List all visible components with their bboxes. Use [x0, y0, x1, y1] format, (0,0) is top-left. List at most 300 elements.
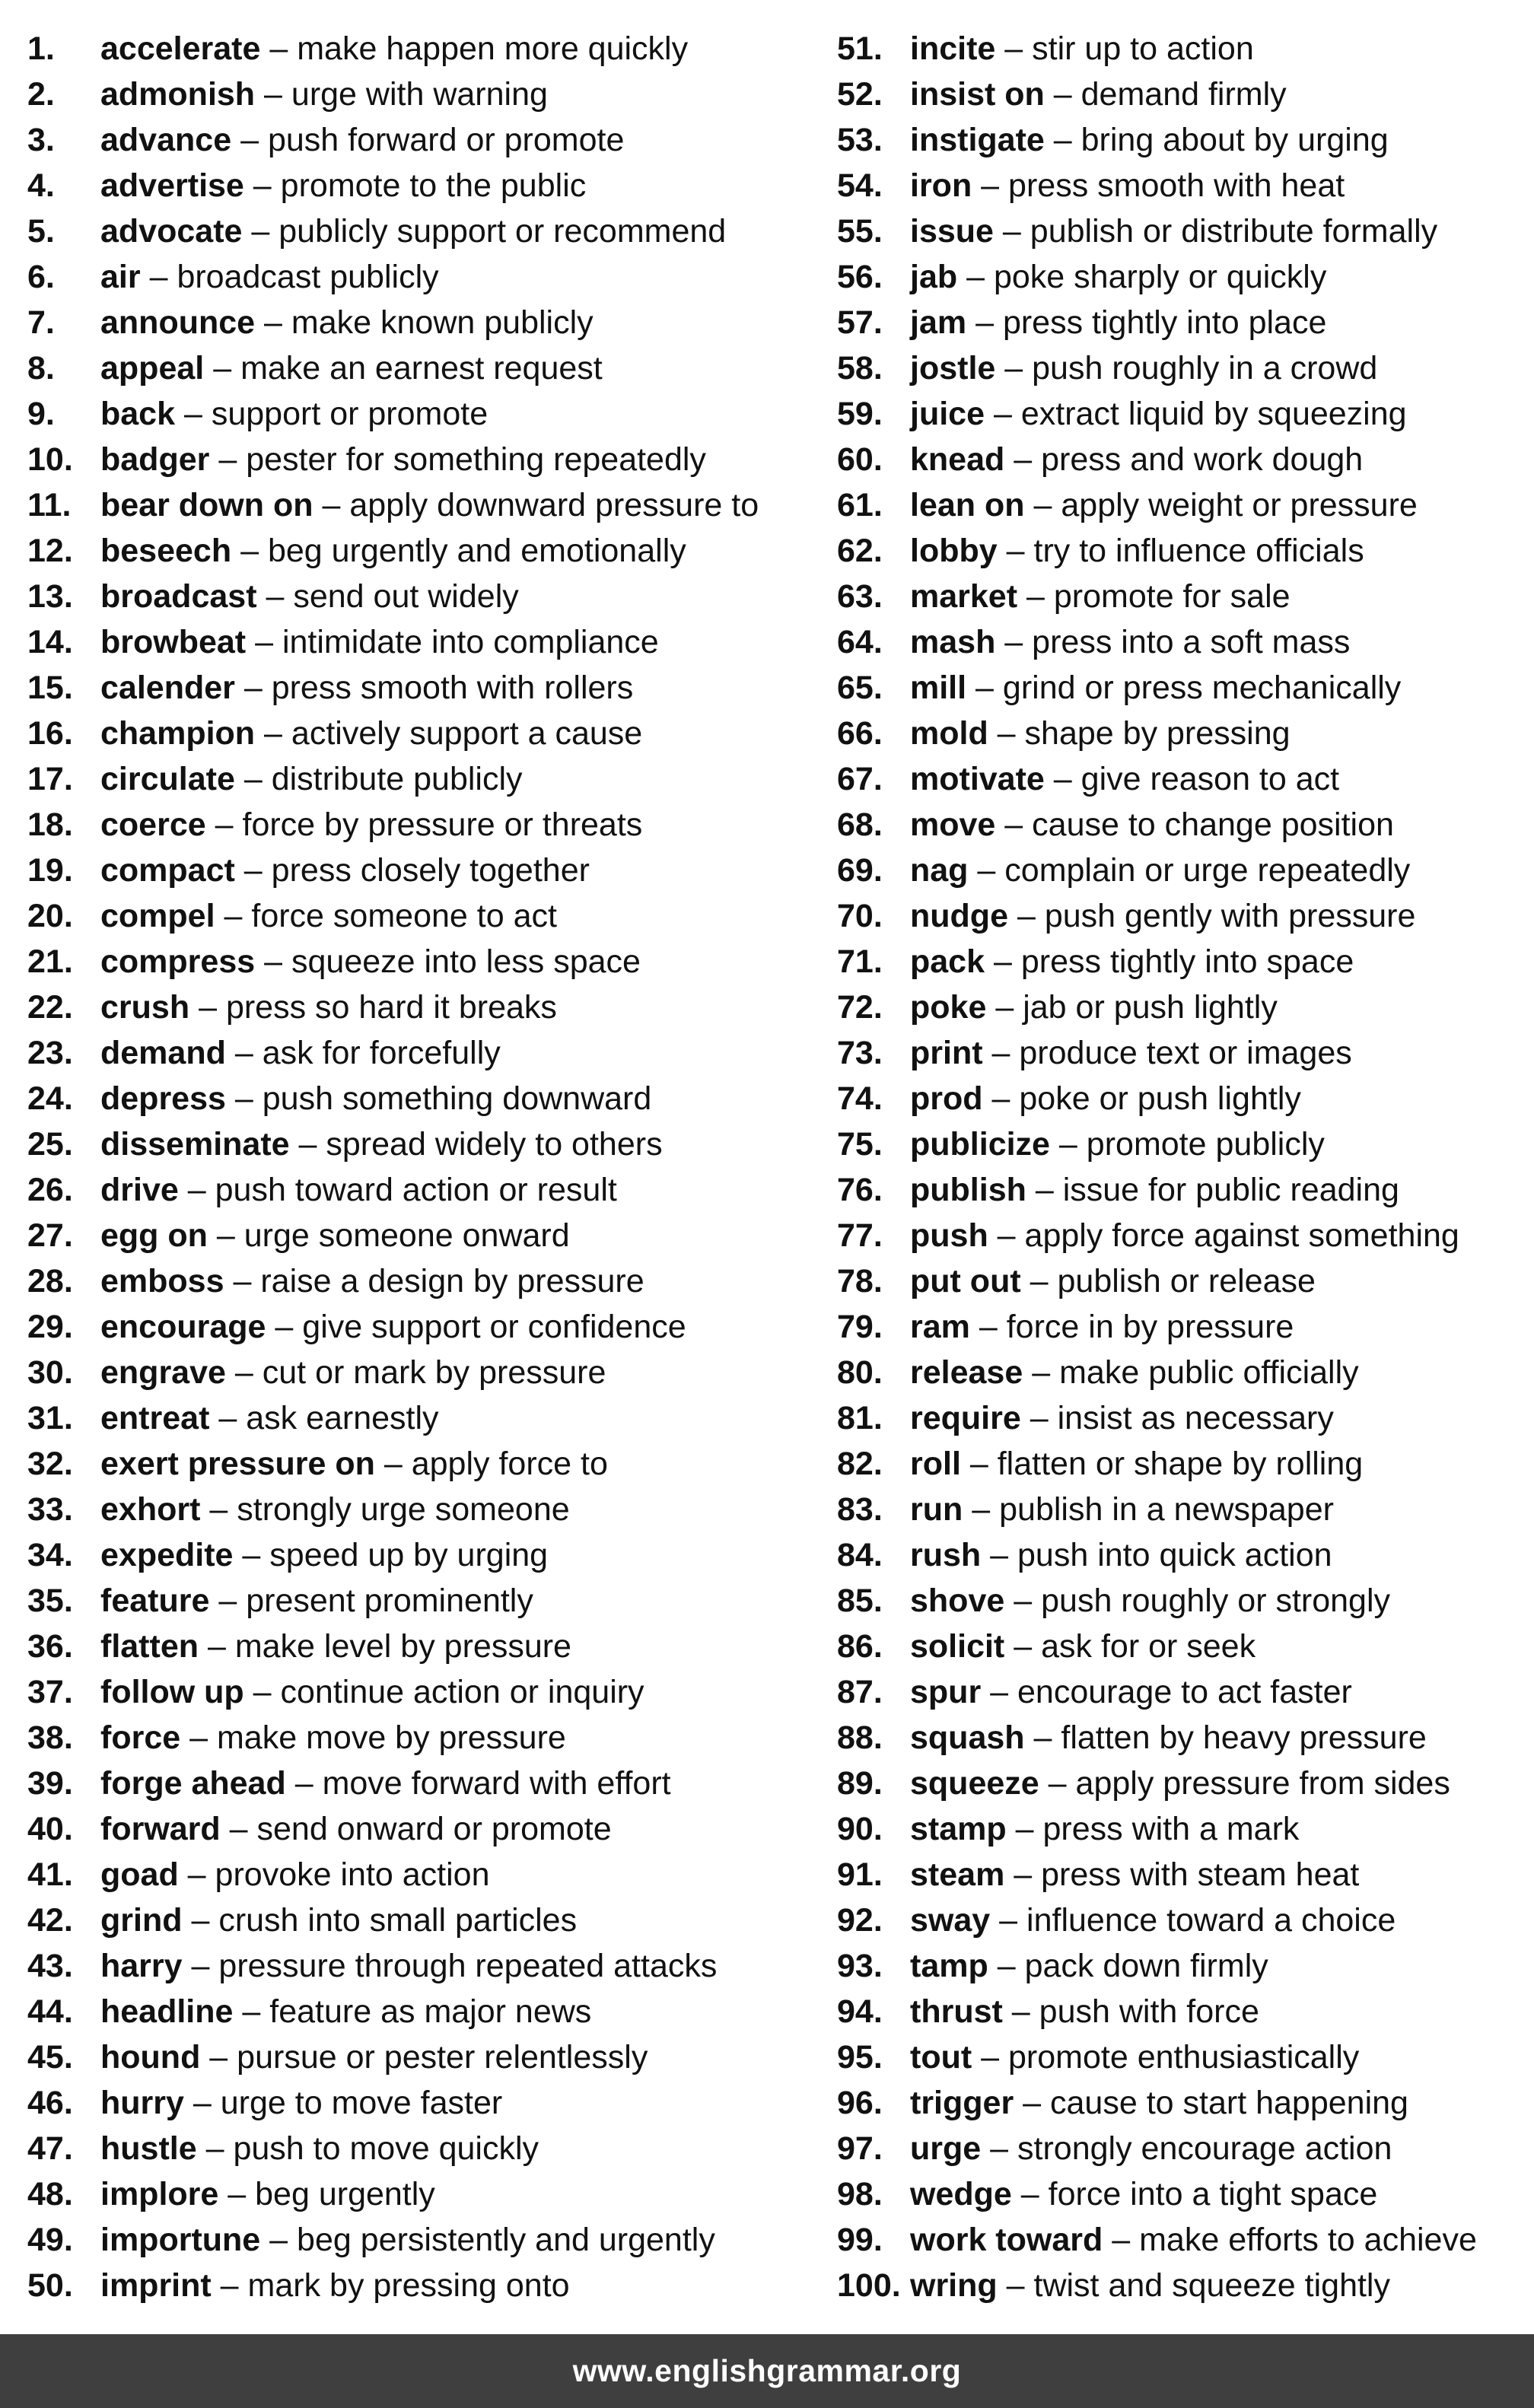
item-definition: beg persistently and urgently: [297, 2222, 715, 2258]
item-dash: –: [209, 2039, 228, 2076]
item-dash: –: [1053, 122, 1072, 158]
item-number: 16.: [27, 715, 73, 752]
item-word: air: [100, 259, 141, 295]
item-number: 6.: [27, 259, 55, 295]
item-word: advance: [100, 122, 232, 158]
item-word: mash: [910, 624, 996, 660]
footer-bar: [0, 2334, 1534, 2408]
item-number: 44.: [27, 1993, 73, 2030]
list-item: [27, 208, 811, 254]
item-definition: bring about by urging: [1080, 122, 1389, 158]
list-item: [837, 72, 1522, 117]
item-word: follow up: [100, 1674, 244, 1710]
list-item: [837, 1532, 1522, 1578]
list-item: [27, 619, 811, 665]
list-item: [837, 26, 1522, 72]
item-definition: send onward or promote: [256, 1811, 612, 1847]
item-definition: strongly encourage action: [1017, 2130, 1392, 2167]
item-dash: –: [966, 259, 985, 295]
item-number: 26.: [27, 1172, 73, 1208]
item-definition: apply force against something: [1024, 1217, 1459, 1254]
item-definition: press into a soft mass: [1032, 624, 1351, 660]
item-definition: poke or push lightly: [1019, 1080, 1301, 1117]
item-number: 19.: [27, 852, 73, 889]
item-number: 37.: [27, 1674, 73, 1710]
item-dash: –: [972, 1491, 991, 1528]
list-item: [837, 1715, 1522, 1761]
list-item: [837, 528, 1522, 574]
item-definition: squeeze into less space: [291, 943, 641, 980]
item-number: 1.: [27, 30, 55, 67]
item-dash: –: [997, 1948, 1016, 1984]
item-number: 62.: [837, 533, 883, 569]
item-dash: –: [224, 898, 243, 934]
list-item: [27, 2217, 811, 2263]
item-number: 41.: [27, 1856, 73, 1893]
list-item: [27, 1030, 811, 1076]
item-dash: –: [1014, 1583, 1033, 1619]
item-number: 56.: [837, 259, 883, 295]
item-dash: –: [991, 1080, 1010, 1117]
item-definition: apply force to: [411, 1446, 608, 1482]
item-word: accelerate: [100, 30, 261, 67]
item-word: emboss: [100, 1263, 224, 1299]
item-word: badger: [100, 441, 210, 478]
item-word: bear down on: [100, 487, 313, 523]
item-number: 49.: [27, 2222, 73, 2258]
item-word: broadcast: [100, 578, 257, 615]
item-dash: –: [1058, 1126, 1077, 1163]
list-item: [837, 1578, 1522, 1624]
item-definition: force someone to act: [251, 898, 557, 934]
item-dash: –: [1002, 213, 1021, 250]
item-word: flatten: [100, 1628, 199, 1665]
item-dash: –: [993, 396, 1012, 432]
item-number: 63.: [837, 578, 883, 615]
list-item: [837, 117, 1522, 163]
list-item: [27, 528, 811, 574]
item-number: 29.: [27, 1309, 73, 1345]
item-word: require: [910, 1400, 1021, 1436]
item-number: 45.: [27, 2039, 73, 2076]
item-definition: push forward or promote: [267, 122, 625, 158]
item-definition: influence toward a choice: [1026, 1902, 1396, 1939]
item-number: 14.: [27, 624, 73, 660]
item-number: 82.: [837, 1446, 883, 1482]
list-item: [837, 665, 1522, 711]
item-number: 10.: [27, 441, 73, 478]
item-word: stamp: [910, 1811, 1007, 1847]
item-dash: –: [199, 989, 217, 1026]
list-item: [27, 1852, 811, 1897]
list-item: [837, 1487, 1522, 1532]
item-number: 36.: [27, 1628, 73, 1665]
list-item: [27, 1532, 811, 1578]
item-dash: –: [234, 1080, 253, 1117]
item-definition: force by pressure or threats: [242, 806, 643, 843]
list-item: [837, 939, 1522, 985]
item-number: 81.: [837, 1400, 883, 1436]
item-dash: –: [240, 122, 259, 158]
list-item: [837, 300, 1522, 345]
list-item: [837, 2080, 1522, 2126]
item-number: 33.: [27, 1491, 73, 1528]
list-item: [837, 2034, 1522, 2080]
item-definition: push toward action or result: [215, 1172, 617, 1208]
item-word: entreat: [100, 1400, 210, 1436]
item-dash: –: [294, 1765, 313, 1802]
item-dash: –: [240, 533, 259, 569]
item-dash: –: [1004, 806, 1023, 843]
item-definition: make an earnest request: [240, 350, 603, 386]
item-number: 48.: [27, 2176, 73, 2212]
item-definition: press tightly into space: [1020, 943, 1354, 980]
item-number: 100.: [837, 2267, 901, 2304]
item-number: 90.: [837, 1811, 883, 1847]
item-word: jab: [910, 259, 958, 295]
item-number: 84.: [837, 1537, 883, 1573]
item-number: 24.: [27, 1080, 73, 1117]
list-item: [837, 619, 1522, 665]
list-item: [837, 1121, 1522, 1167]
list-item: [837, 848, 1522, 893]
item-number: 42.: [27, 1902, 73, 1939]
item-word: exert pressure on: [100, 1446, 375, 1482]
item-word: urge: [910, 2130, 982, 2167]
item-definition: cause to start happening: [1050, 2085, 1408, 2121]
item-definition: strongly urge someone: [237, 1491, 570, 1528]
item-definition: beg urgently and emotionally: [267, 533, 686, 569]
item-definition: spread widely to others: [326, 1126, 663, 1163]
item-dash: –: [1048, 1765, 1067, 1802]
item-definition: grind or press mechanically: [1002, 670, 1402, 706]
item-definition: ask for forcefully: [262, 1035, 501, 1071]
list-item: [27, 1806, 811, 1852]
item-word: browbeat: [100, 624, 247, 660]
item-dash: –: [1030, 1400, 1049, 1436]
item-definition: pester for something repeatedly: [246, 441, 706, 478]
item-word: disseminate: [100, 1126, 290, 1163]
item-number: 71.: [837, 943, 883, 980]
item-word: hound: [100, 2039, 201, 2076]
item-definition: push with force: [1039, 1993, 1259, 2030]
list-item: [837, 1989, 1522, 2034]
item-definition: push into quick action: [1017, 1537, 1332, 1573]
item-dash: –: [216, 1217, 235, 1254]
item-word: push: [910, 1217, 988, 1254]
item-word: run: [910, 1491, 963, 1528]
list-item: [837, 1806, 1522, 1852]
item-dash: –: [1023, 2085, 1042, 2121]
item-dash: –: [264, 304, 282, 341]
item-dash: –: [384, 1446, 403, 1482]
item-number: 40.: [27, 1811, 73, 1847]
item-dash: –: [977, 852, 996, 889]
list-item: [837, 208, 1522, 254]
item-definition: continue action or inquiry: [280, 1674, 644, 1710]
item-definition: make efforts to achieve: [1139, 2222, 1477, 2258]
item-dash: –: [322, 487, 341, 523]
item-definition: mark by pressing onto: [247, 2267, 570, 2304]
item-word: crush: [100, 989, 190, 1026]
item-dash: –: [990, 2130, 1009, 2167]
list-item: [27, 1441, 811, 1487]
footer-url[interactable]: www.englishgrammar.org: [572, 2353, 962, 2388]
item-definition: beg urgently: [255, 2176, 435, 2212]
item-dash: –: [193, 2085, 212, 2121]
list-item: [27, 482, 811, 528]
item-definition: flatten or shape by rolling: [997, 1446, 1364, 1482]
item-word: mill: [910, 670, 967, 706]
item-definition: promote for sale: [1053, 578, 1291, 615]
item-word: demand: [100, 1035, 226, 1071]
item-word: knead: [910, 441, 1005, 478]
list-item: [837, 1852, 1522, 1897]
item-number: 72.: [837, 989, 883, 1026]
item-dash: –: [218, 1583, 237, 1619]
list-item: [27, 848, 811, 893]
item-dash: –: [1017, 898, 1036, 934]
item-word: harry: [100, 1948, 183, 1984]
item-number: 20.: [27, 898, 73, 934]
item-dash: –: [187, 1856, 206, 1893]
item-word: ram: [910, 1309, 970, 1345]
list-item: [27, 1304, 811, 1350]
item-dash: –: [264, 715, 282, 752]
list-item: [837, 985, 1522, 1030]
item-definition: encourage to act faster: [1017, 1674, 1352, 1710]
item-number: 15.: [27, 670, 73, 706]
item-number: 12.: [27, 533, 73, 569]
item-dash: –: [1014, 1856, 1033, 1893]
item-word: compact: [100, 852, 235, 889]
item-definition: urge someone onward: [243, 1217, 570, 1254]
item-dash: –: [255, 624, 274, 660]
item-definition: issue for public reading: [1062, 1172, 1399, 1208]
item-definition: distribute publicly: [271, 761, 523, 797]
item-number: 13.: [27, 578, 73, 615]
item-word: announce: [100, 304, 256, 341]
item-definition: press closely together: [271, 852, 590, 889]
item-definition: push to move quickly: [233, 2130, 539, 2167]
item-dash: –: [1006, 533, 1025, 569]
list-item: [27, 2034, 811, 2080]
list-item: [27, 1395, 811, 1441]
list-item: [27, 117, 811, 163]
list-item: [27, 163, 811, 208]
item-dash: –: [1030, 1263, 1049, 1299]
item-number: 78.: [837, 1263, 883, 1299]
item-number: 9.: [27, 396, 55, 432]
item-dash: –: [999, 1902, 1018, 1939]
list-item: [837, 893, 1522, 939]
list-item: [837, 1943, 1522, 1989]
item-definition: produce text or images: [1019, 1035, 1352, 1071]
list-item: [837, 1076, 1522, 1121]
item-number: 27.: [27, 1217, 73, 1254]
list-item: [837, 1167, 1522, 1213]
item-definition: apply pressure from sides: [1075, 1765, 1450, 1802]
item-definition: poke sharply or quickly: [993, 259, 1327, 295]
item-dash: –: [1053, 76, 1072, 113]
item-number: 3.: [27, 122, 55, 158]
item-dash: –: [1011, 1993, 1030, 2030]
item-number: 51.: [837, 30, 883, 67]
list-item: [27, 893, 811, 939]
item-number: 31.: [27, 1400, 73, 1436]
item-word: exhort: [100, 1491, 201, 1528]
item-definition: publish or release: [1057, 1263, 1316, 1299]
item-dash: –: [991, 1035, 1010, 1071]
item-word: force: [100, 1719, 181, 1756]
item-number: 59.: [837, 396, 883, 432]
item-dash: –: [234, 1035, 253, 1071]
item-definition: make happen more quickly: [297, 30, 689, 67]
list-item: [27, 1213, 811, 1258]
item-word: hurry: [100, 2085, 184, 2121]
item-word: publish: [910, 1172, 1026, 1208]
item-dash: –: [990, 1537, 1009, 1573]
item-word: print: [910, 1035, 983, 1071]
item-definition: make public officially: [1059, 1354, 1359, 1391]
item-dash: –: [1026, 578, 1045, 615]
item-number: 92.: [837, 1902, 883, 1939]
item-dash: –: [975, 670, 994, 706]
item-word: encourage: [100, 1309, 266, 1345]
item-number: 50.: [27, 2267, 73, 2304]
item-word: prod: [910, 1080, 983, 1117]
item-dash: –: [213, 350, 232, 386]
list-item: [837, 711, 1522, 756]
list-item: [837, 391, 1522, 437]
item-word: issue: [910, 213, 994, 250]
item-definition: give reason to act: [1080, 761, 1340, 797]
item-dash: –: [990, 1674, 1009, 1710]
item-dash: –: [969, 1446, 988, 1482]
item-dash: –: [1053, 761, 1072, 797]
list-item: [837, 345, 1522, 391]
item-word: juice: [910, 396, 985, 432]
list-item: [27, 1761, 811, 1806]
item-definition: press smooth with heat: [1008, 167, 1345, 204]
list-item: [27, 1669, 811, 1715]
item-number: 43.: [27, 1948, 73, 1984]
item-dash: –: [205, 2130, 224, 2167]
item-definition: press with steam heat: [1041, 1856, 1360, 1893]
list-item: [837, 163, 1522, 208]
item-definition: twist and squeeze tightly: [1033, 2267, 1390, 2304]
item-definition: ask for or seek: [1041, 1628, 1256, 1665]
list-item: [837, 1350, 1522, 1395]
item-word: goad: [100, 1856, 179, 1893]
item-definition: try to influence officials: [1033, 533, 1364, 569]
item-word: expedite: [100, 1537, 234, 1573]
item-number: 30.: [27, 1354, 73, 1391]
item-number: 66.: [837, 715, 883, 752]
item-word: work toward: [910, 2222, 1103, 2258]
item-word: pack: [910, 943, 985, 980]
item-dash: –: [1014, 441, 1033, 478]
item-definition: publish or distribute formally: [1030, 213, 1438, 250]
item-number: 85.: [837, 1583, 883, 1619]
list-item: [837, 1761, 1522, 1806]
item-number: 4.: [27, 167, 55, 204]
item-dash: –: [191, 1902, 210, 1939]
item-number: 68.: [837, 806, 883, 843]
item-number: 99.: [837, 2222, 883, 2258]
list-item: [27, 1715, 811, 1761]
list-item: [27, 437, 811, 482]
list-item: [27, 1350, 811, 1395]
item-word: forward: [100, 1811, 221, 1847]
item-word: release: [910, 1354, 1023, 1391]
list-item: [27, 1943, 811, 1989]
list-item: [837, 1897, 1522, 1943]
word-list-left-column: [27, 26, 811, 2308]
item-word: headline: [100, 1993, 234, 2030]
item-number: 93.: [837, 1948, 883, 1984]
item-definition: cause to change position: [1032, 806, 1394, 843]
item-word: advocate: [100, 213, 243, 250]
item-definition: make level by pressure: [234, 1628, 571, 1665]
item-dash: –: [264, 76, 282, 113]
item-dash: –: [233, 1263, 252, 1299]
item-definition: insist as necessary: [1057, 1400, 1334, 1436]
item-word: jam: [910, 304, 967, 341]
item-word: wring: [910, 2267, 998, 2304]
item-definition: apply downward pressure to: [349, 487, 759, 523]
item-definition: demand firmly: [1080, 76, 1287, 113]
item-dash: –: [149, 259, 168, 295]
item-word: egg on: [100, 1217, 208, 1254]
item-definition: jab or push lightly: [1023, 989, 1278, 1026]
item-word: drive: [100, 1172, 179, 1208]
item-dash: –: [269, 30, 288, 67]
item-number: 79.: [837, 1309, 883, 1345]
item-number: 57.: [837, 304, 883, 341]
item-definition: actively support a cause: [291, 715, 643, 752]
item-number: 38.: [27, 1719, 73, 1756]
item-dash: –: [1014, 1628, 1033, 1665]
item-number: 73.: [837, 1035, 883, 1071]
item-number: 88.: [837, 1719, 883, 1756]
item-number: 17.: [27, 761, 73, 797]
item-dash: –: [220, 2267, 239, 2304]
item-word: circulate: [100, 761, 235, 797]
item-definition: extract liquid by squeezing: [1020, 396, 1407, 432]
item-dash: –: [264, 943, 283, 980]
item-dash: –: [1035, 1172, 1054, 1208]
item-dash: –: [253, 1674, 272, 1710]
item-number: 75.: [837, 1126, 883, 1163]
item-dash: –: [1033, 1719, 1052, 1756]
list-item: [837, 2171, 1522, 2217]
list-item: [27, 756, 811, 802]
item-definition: broadcast publicly: [177, 259, 439, 295]
item-dash: –: [979, 1309, 998, 1345]
item-number: 74.: [837, 1080, 883, 1117]
item-number: 8.: [27, 350, 55, 386]
item-dash: –: [981, 2039, 1000, 2076]
item-word: lean on: [910, 487, 1025, 523]
item-word: iron: [910, 167, 972, 204]
item-dash: –: [269, 2222, 288, 2258]
item-dash: –: [191, 1948, 210, 1984]
item-number: 80.: [837, 1354, 883, 1391]
list-item: [837, 482, 1522, 528]
item-word: poke: [910, 989, 987, 1026]
item-number: 25.: [27, 1126, 73, 1163]
